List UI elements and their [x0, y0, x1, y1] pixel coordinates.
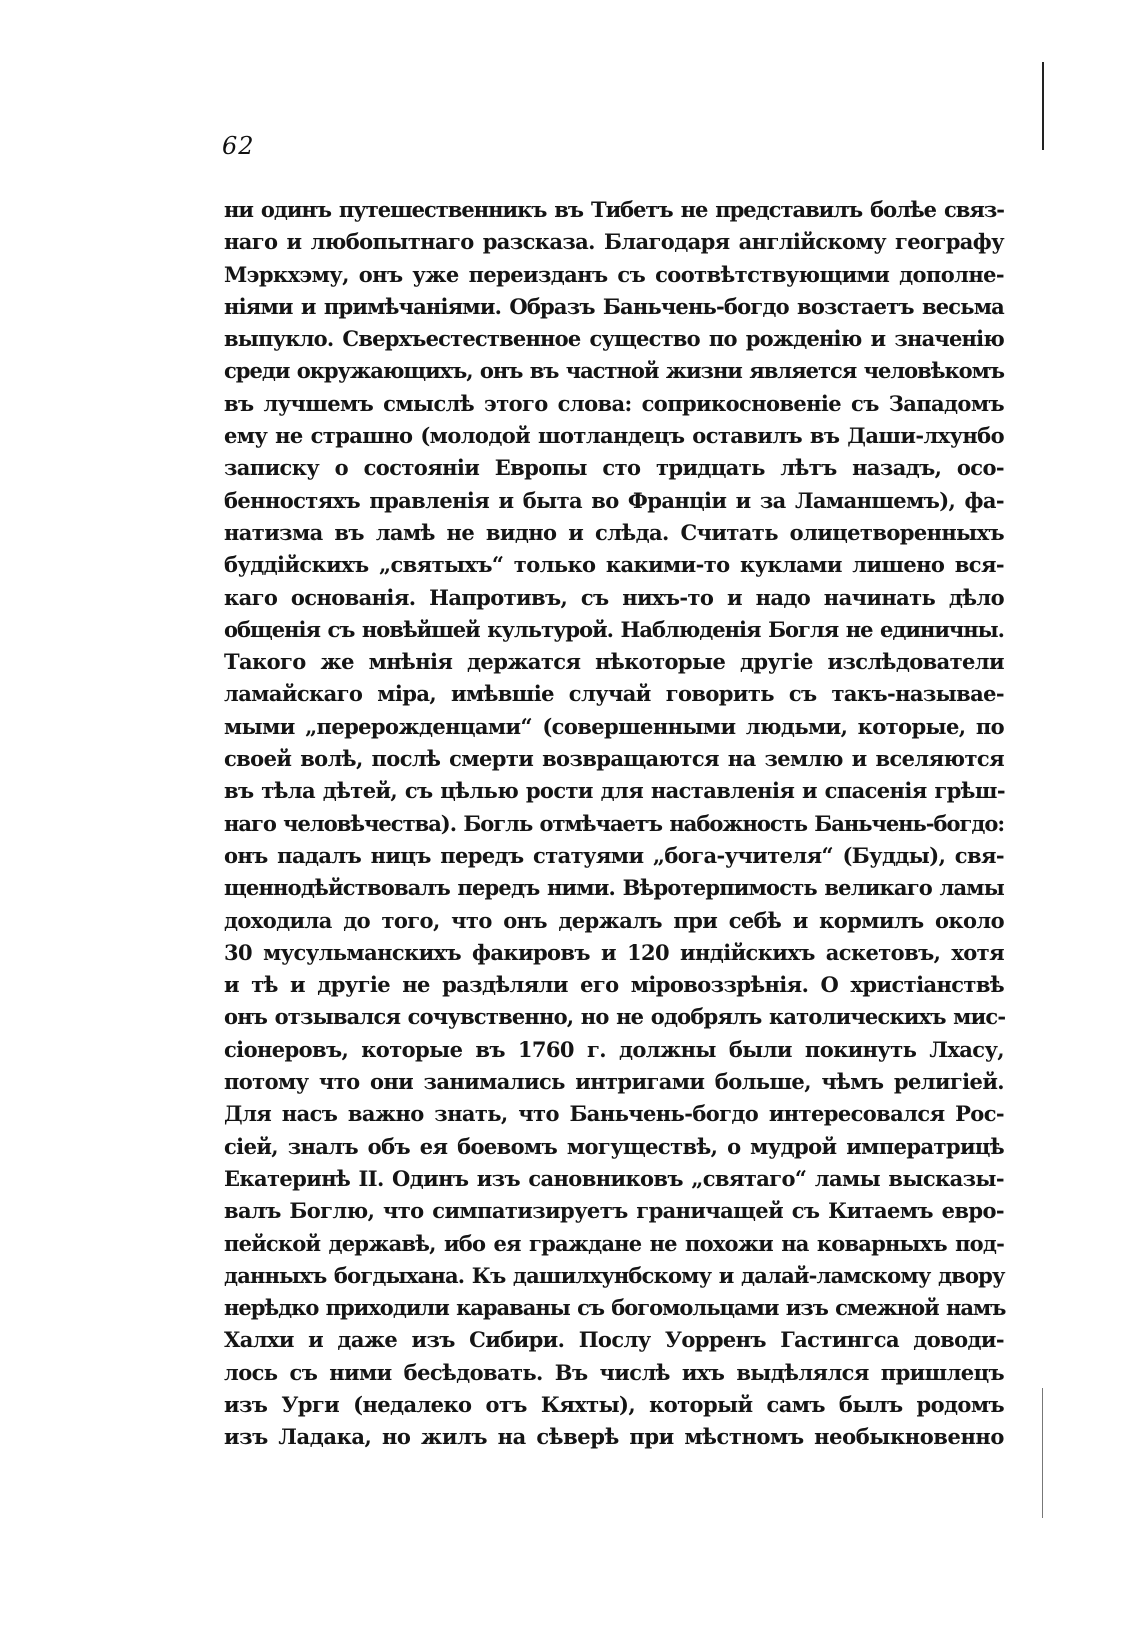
- text-line: ни одинъ путешественникъ въ Тибетъ не представилъ болѣе связ-: [224, 197, 1004, 222]
- text-line: и тѣ и другіе не раздѣляли его міровоззрѣнія. О христіанствѣ: [224, 972, 1004, 998]
- text-line: Екатеринѣ II. Одинъ изъ сановниковъ „святаго“ ламы высказы-: [224, 1165, 1004, 1191]
- text-line: Для насъ важно знать, что Баньчень-богдо интересовался Рос-: [224, 1101, 1004, 1127]
- page-number: 62: [222, 132, 255, 160]
- text-line: ніями и примѣчаніями. Образъ Баньчень-богдо возстаетъ весьма: [224, 293, 1004, 319]
- text-line: валъ Боглю, что симпатизируетъ граничащей съ Китаемъ евро-: [224, 1198, 1004, 1224]
- text-line: мыми „перерожденцами“ (совершенными людьми, которые, по: [224, 713, 1004, 739]
- text-line: Мэркхэму, онъ уже переизданъ съ соотвѣтствующими дополне-: [224, 261, 1004, 287]
- text-line: выпукло. Сверхъестественное существо по рожденію и значенію: [224, 326, 1004, 352]
- text-line: общенія съ новѣйшей культурой. Наблюденія Богля не единичны.: [224, 616, 1004, 642]
- text-line: въ лучшемъ смыслѣ этого слова: соприкосновеніе съ Западомъ: [224, 390, 1004, 416]
- text-line: каго основанія. Напротивъ, съ нихъ-то и надо начинать дѣло: [224, 584, 1004, 610]
- text-line: потому что они занимались интригами больше, чѣмъ религіей.: [224, 1069, 1004, 1095]
- text-line: изъ Ладака, но жилъ на сѣверѣ при мѣстномъ необыкновенно: [224, 1424, 1004, 1450]
- text-line: ему не страшно (молодой шотландецъ оставилъ въ Даши-лхунбо: [224, 423, 1004, 449]
- text-line: пейской державѣ, ибо ея граждане не похожи на коварныхъ под-: [224, 1230, 1004, 1256]
- text-line: изъ Урги (недалеко отъ Кяхты), который самъ былъ родомъ: [224, 1391, 1004, 1417]
- text-line: наго и любопытнаго разсказа. Благодаря англійскому географу: [224, 229, 1004, 255]
- text-line: 30 мусульманскихъ факировъ и 120 индійскихъ аскетовъ, хотя: [224, 939, 1004, 965]
- text-line: натизма въ ламѣ не видно и слѣда. Считать олицетворенныхъ: [224, 519, 1004, 545]
- body-text: [224, 194, 1004, 1454]
- text-line: своей волѣ, послѣ смерти возвращаются на землю и вселяются: [224, 746, 1004, 772]
- scan-edge-mark-bottom: [1042, 1388, 1043, 1518]
- text-line: Такого же мнѣнія держатся нѣкоторые другіе изслѣдователи: [224, 649, 1004, 675]
- scan-edge-mark-top: [1042, 62, 1044, 150]
- text-line: нерѣдко приходили караваны съ богомольцами изъ смежной намъ: [224, 1295, 1006, 1321]
- text-line: бенностяхъ правленія и быта во Франціи и за Ламаншемъ), фа-: [224, 487, 1004, 513]
- text-line: онъ отзывался сочувственно, но не одобрялъ католическихъ мис-: [224, 1004, 1006, 1030]
- text-line: онъ падалъ ницъ передъ статуями „бога-учителя“ (Будды), свя-: [224, 842, 1004, 868]
- text-line: сіонеровъ, которые въ 1760 г. должны были покинуть Лхасу,: [224, 1036, 1004, 1062]
- text-line: въ тѣла дѣтей, съ цѣлью рости для наставленія и спасенія грѣш-: [224, 778, 1005, 804]
- text-line: буддійскихъ „святыхъ“ только какими-то куклами лишено вся-: [224, 552, 1004, 578]
- text-line: записку о состояніи Европы сто тридцать лѣтъ назадъ, осо-: [224, 455, 1004, 481]
- text-line: данныхъ богдыхана. Къ дашилхунбскому и далай-ламскому двору: [224, 1262, 1005, 1288]
- text-line: доходила до того, что онъ держалъ при себѣ и кормилъ около: [224, 907, 1004, 933]
- text-line: наго человѣчества). Богль отмѣчаетъ набожность Баньчень-богдо:: [224, 810, 1005, 836]
- text-line: ламайскаго міра, имѣвшіе случай говорить съ такъ-называе-: [224, 681, 1004, 707]
- text-line: лось съ ними бесѣдовать. Въ числѣ ихъ выдѣлялся пришлецъ: [224, 1359, 1004, 1385]
- text-line: щеннодѣйствовалъ передъ ними. Вѣротерпимость великаго ламы: [224, 875, 1004, 901]
- text-line: среди окружающихъ, онъ въ частной жизни является человѣкомъ: [224, 358, 1005, 384]
- text-line: сіей, зналъ объ ея боевомъ могуществѣ, о мудрой императрицѣ: [224, 1133, 1004, 1159]
- text-line: Халхи и даже изъ Сибири. Послу Уорренъ Гастингса доводи-: [224, 1327, 1004, 1353]
